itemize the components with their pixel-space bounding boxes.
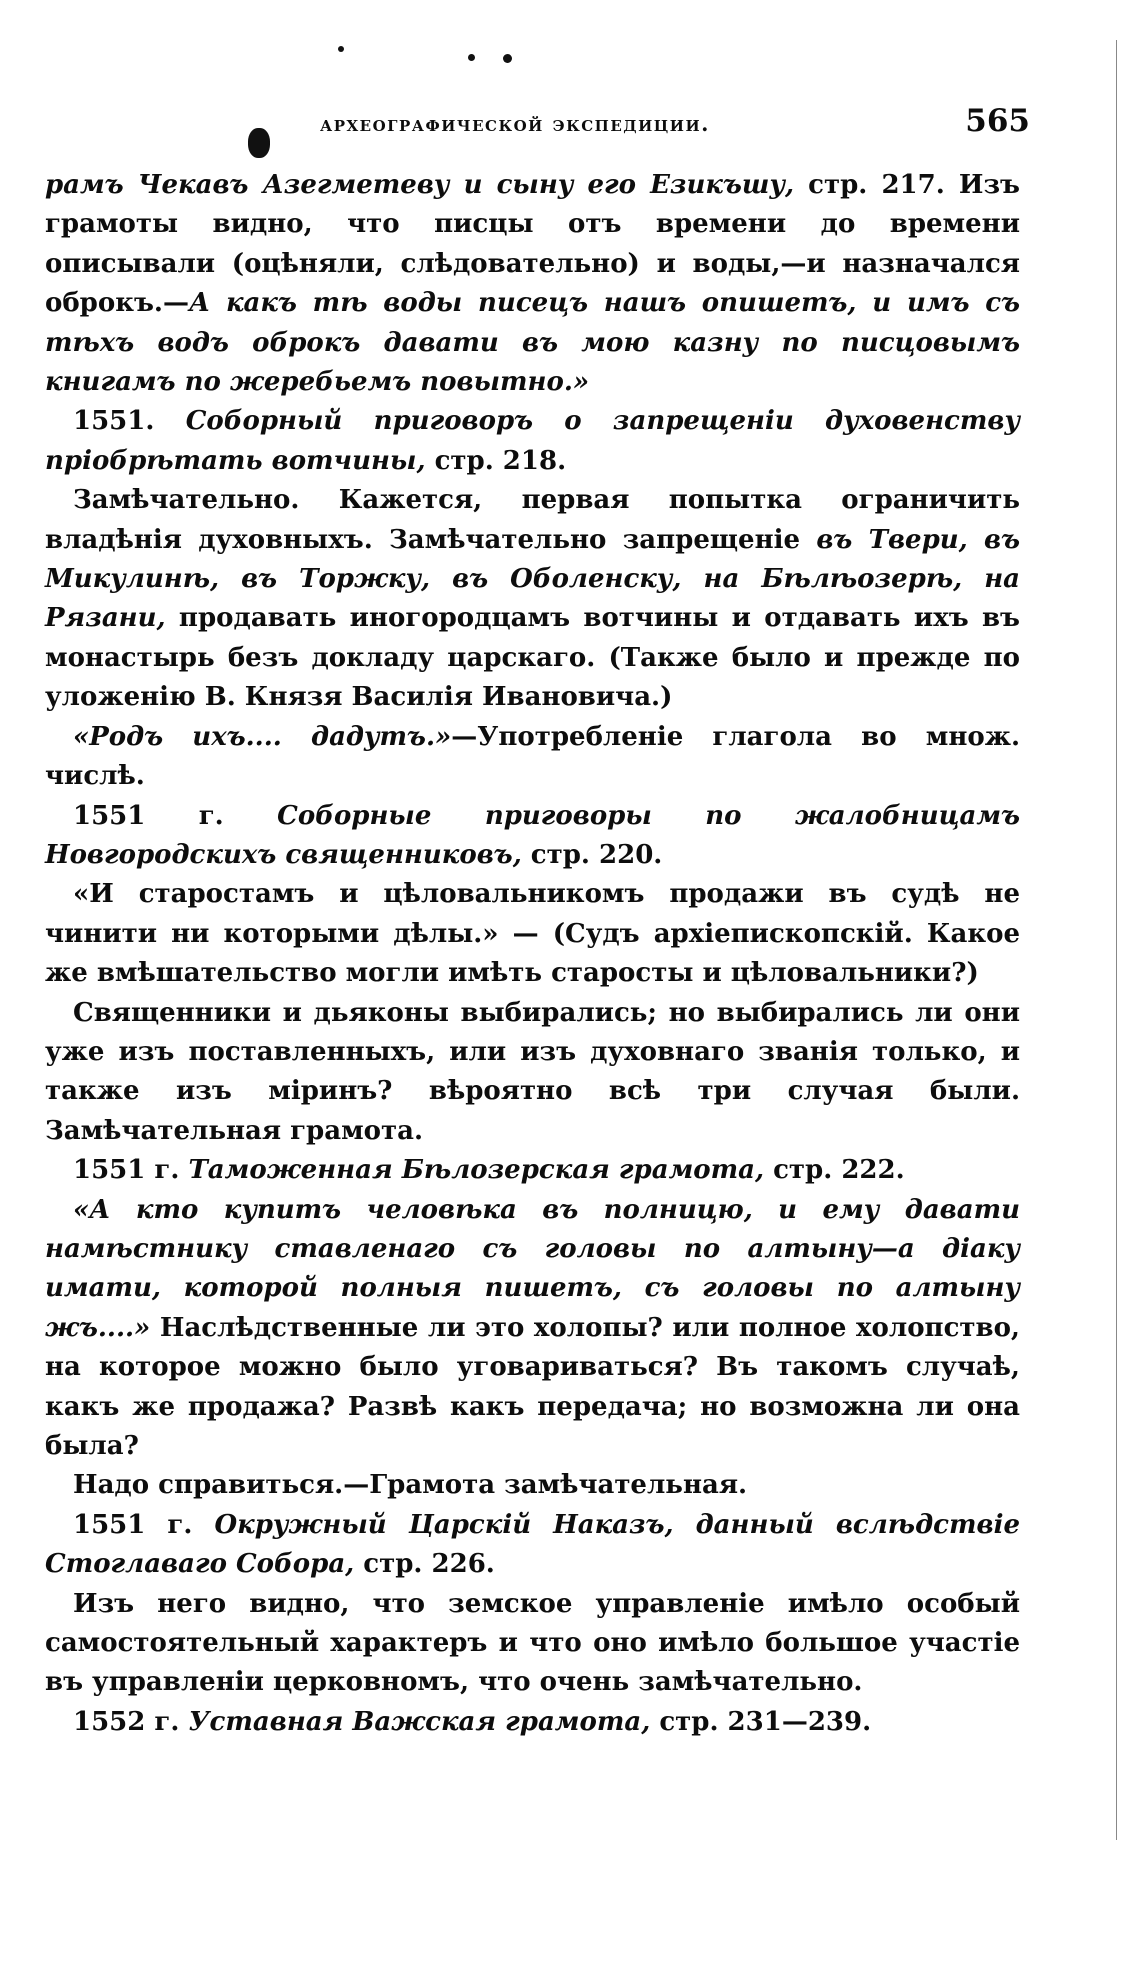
text-run: 1551.: [73, 406, 186, 437]
running-title: археографической экспедиции.: [320, 111, 710, 136]
text-run: Наслѣдственные ли это холопы? или полное холопство, на которое можно было уговариваться? Въ такомъ случаѣ, какъ же продажа? Развѣ какъ передача; но возможна ли она была?: [45, 1312, 1020, 1461]
text-run: стр. 231—239.: [650, 1706, 872, 1737]
text-run: стр. 222.: [764, 1155, 905, 1186]
body-text: [45, 166, 1020, 1742]
text-run: Священники и дьяконы выбирались; но выбирались ли они уже изъ поставленныхъ, или изъ духовнаго званія только, и также изъ міринъ? вѣроятно всѣ три случая были. Замѣчательная грамота.: [45, 997, 1020, 1146]
paragraph: [45, 402, 1020, 481]
italic-text: въ Твери, въ Микулинѣ, въ Торжку, въ Оболенску, на Бѣлѣозерѣ, на Рязани,: [45, 524, 1020, 634]
ink-speck: [338, 46, 344, 52]
text-run: 1551 г.: [73, 1509, 215, 1540]
paragraph: [45, 481, 1020, 717]
italic-text: Окружный Царскій Наказъ, данный вслѣдствіе Стоглаваго Собора,: [45, 1509, 1020, 1580]
paragraph: [45, 166, 1020, 402]
text-run: Замѣчательно. Кажется, первая попытка ограничить владѣнія духовныхъ. Замѣчательно запрещеніе: [45, 485, 1020, 555]
paragraph: [45, 718, 1020, 797]
italic-text: «А кто купитъ человѣка въ полницю, и ему давати намѣстнику ставленаго съ головы по алтыну—а діаку имати, которой полныя пишетъ, съ головы по алтыну жъ....»: [45, 1194, 1020, 1343]
italic-text: Уставная Важская грамота,: [188, 1706, 651, 1737]
paragraph: [45, 1466, 1020, 1505]
text-run: Надо справиться.—Грамота замѣчательная.: [73, 1470, 748, 1501]
paragraph: [45, 797, 1020, 876]
text-run: продавать иногородцамъ вотчины и отдавать ихъ въ монастырь безъ докладу царскаго. (Также было и прежде по уложенію В. Князя Василія Ивановича.): [45, 603, 1020, 713]
italic-text: Соборные приговоры по жалобницамъ Новгородскихъ священниковъ,: [45, 800, 1020, 870]
ink-blot: [248, 128, 270, 158]
text-run: 1552 г.: [73, 1706, 189, 1737]
text-run: 1551 г.: [73, 1155, 189, 1186]
paragraph: [45, 1191, 1020, 1467]
italic-text: рамъ Чекавъ Азегметеву и сыну его Езикъшу,: [45, 170, 795, 200]
text-run: Изъ него видно, что земское управленіе имѣло особый самостоятельный характеръ и что оно имѣло большое участіе въ управленіи церковномъ, что очень замѣчательно.: [45, 1588, 1020, 1698]
ink-speck: [468, 54, 475, 61]
paragraph: [45, 1151, 1020, 1190]
italic-text: «Родъ ихъ.... дадутъ.»: [73, 721, 452, 752]
page-header: [320, 103, 1030, 143]
text-run: «И старостамъ и цѣловальникомъ продажи въ судѣ не чинити ни которыми дѣлы.» — (Судъ архіепископскій. Какое же вмѣшательство могли имѣть старосты и цѣловальники?): [45, 879, 1020, 989]
paragraph: [45, 875, 1020, 993]
ink-speck: [503, 54, 512, 63]
paragraph: [45, 1703, 1020, 1742]
paragraph: [45, 1506, 1020, 1585]
italic-text: Соборный приговоръ о запрещеніи духовенству пріобрѣтать вотчины,: [45, 406, 1021, 476]
text-run: стр. 217. Изъ грамоты видно, что писцы отъ времени до времени описывали (оцѣняли, слѣдовательно) и воды,—и назначался оброкъ.—: [45, 170, 1020, 319]
text-run: стр. 226.: [354, 1549, 495, 1580]
text-run: 1551 г.: [73, 800, 278, 831]
italic-text: Таможенная Бѣлозерская грамота,: [188, 1155, 765, 1186]
paragraph: [45, 994, 1020, 1152]
text-run: —Употребленіе глагола во множ. числѣ.: [45, 721, 1020, 792]
paragraph: [45, 1585, 1020, 1703]
page-number: 565: [965, 103, 1030, 139]
text-run: стр. 218.: [425, 445, 567, 476]
margin-line: [1116, 40, 1117, 1840]
text-run: стр. 220.: [521, 839, 663, 870]
italic-text: А какъ тѣ воды писецъ нашъ опишетъ, и имъ съ тѣхъ водъ оброкъ давати въ мою казну по писцовымъ книгамъ по жеребьемъ повытно.»: [45, 288, 1020, 398]
